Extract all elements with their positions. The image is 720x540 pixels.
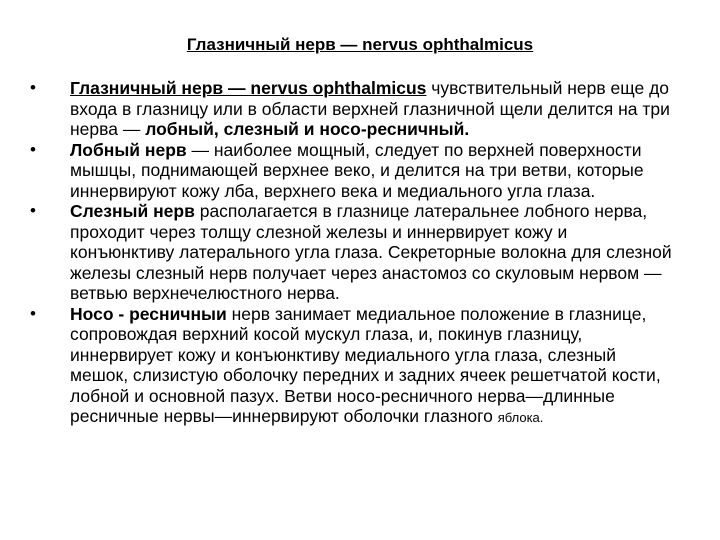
bullet-lead: Лобный нерв	[70, 139, 187, 160]
bullet-item-nasociliary-nerve	[24, 304, 674, 429]
bullet-text: чувствительный нерв еще до входа в глазницу или в области верхней глазничной щели делится на три нерва —	[70, 78, 670, 139]
slide-title-text: Глазничный нерв — nervus ophthalmicus	[186, 35, 534, 54]
bullet-text: располагается в глазнице латеральнее лобного нерва, проходит через толщу слезной железы и иннервирует кожу и конъюнктиву латерального угла глаза. Секреторные волокна для слезной железы слезный нерв получает через анастомоз со скуловым нервом — ветвью верхнечелюстного нерва.	[70, 201, 672, 303]
bullet-text: — наиболее мощный, следует по верхней поверхности мышцы, поднимающей верхнее веко, и делится на три ветви, которые иннервируют кожу лба, верхнего века и медиального угла глаза.	[70, 139, 644, 201]
bullet-item-frontal-nerve	[24, 140, 674, 202]
bullet-text: нерв занимает медиальное положение в глазнице, сопровождая верхний косой мускул глаза, и, покинув глазницу, иннервирует кожу и конъюнктиву медиального угла глаза, слезный мешок, слизистую оболочку передних и задних ячеек решетчатой кости, лобной и основной пазух. Ветви носо-ресничного нерва—длинные ресничные нервы—иннервируют оболочки глазного	[70, 303, 661, 426]
bullet-icon: •	[30, 201, 36, 220]
bullet-icon: •	[30, 78, 36, 97]
bullet-icon: •	[30, 303, 36, 323]
bullet-tail: лобный, слезный и носо-ресничный.	[145, 119, 470, 139]
bullet-item-optic-nerve	[24, 78, 674, 140]
bullet-lead: Глазничный нерв — nervus ophthalmicus	[70, 78, 427, 98]
bullet-lead: Носо - ресничныи	[70, 303, 227, 324]
bullet-icon: •	[30, 139, 36, 159]
bullet-list	[24, 78, 674, 429]
bullet-item-lacrimal-nerve	[24, 201, 674, 304]
slide-title	[0, 34, 720, 56]
bullet-lead: Слезный нерв	[70, 201, 195, 221]
bullet-tail: яблока.	[497, 410, 544, 425]
